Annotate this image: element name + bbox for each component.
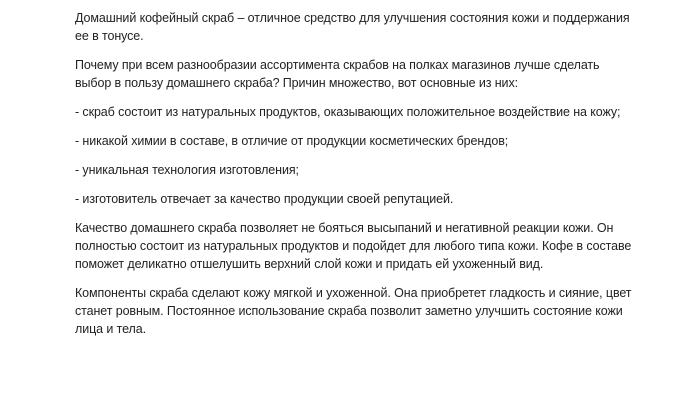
list-item-technology: - уникальная технология изготовления; [75, 163, 299, 177]
paragraph-question: Почему при всем разнообразии ассортимента скрабов на полках магазинов лучше сделать выбор в пользу домашнего скраба? Причин множество, вот основные из них: [75, 58, 600, 90]
list-item-reputation: - изготовитель отвечает за качество продукции своей репутацией. [75, 192, 454, 206]
paragraph-components: Компоненты скраба сделают кожу мягкой и ухоженной. Она приобретет гладкость и сияние, цвет станет ровным. Постоянное использование скраба позволит заметно улучшить состояние кожи лица и тела. [75, 286, 632, 336]
list-item-natural: - скраб состоит из натуральных продуктов, оказывающих положительное воздействие на кожу; [75, 105, 621, 119]
list-item-no-chemicals: - никакой химии в составе, в отличие от продукции косметических брендов; [75, 134, 509, 148]
paragraph-quality: Качество домашнего скраба позволяет не бояться высыпаний и негативной реакции кожи. Он полностью состоит из натуральных продуктов и подойдет для любого типа кожи. Кофе в составе поможет деликатно отшелушить верхний слой кожи и придать ей ухоженный вид. [75, 221, 632, 271]
paragraph-intro: Домашний кофейный скраб – отличное средство для улучшения состояния кожи и поддержания ее в тонусе. [75, 11, 630, 43]
